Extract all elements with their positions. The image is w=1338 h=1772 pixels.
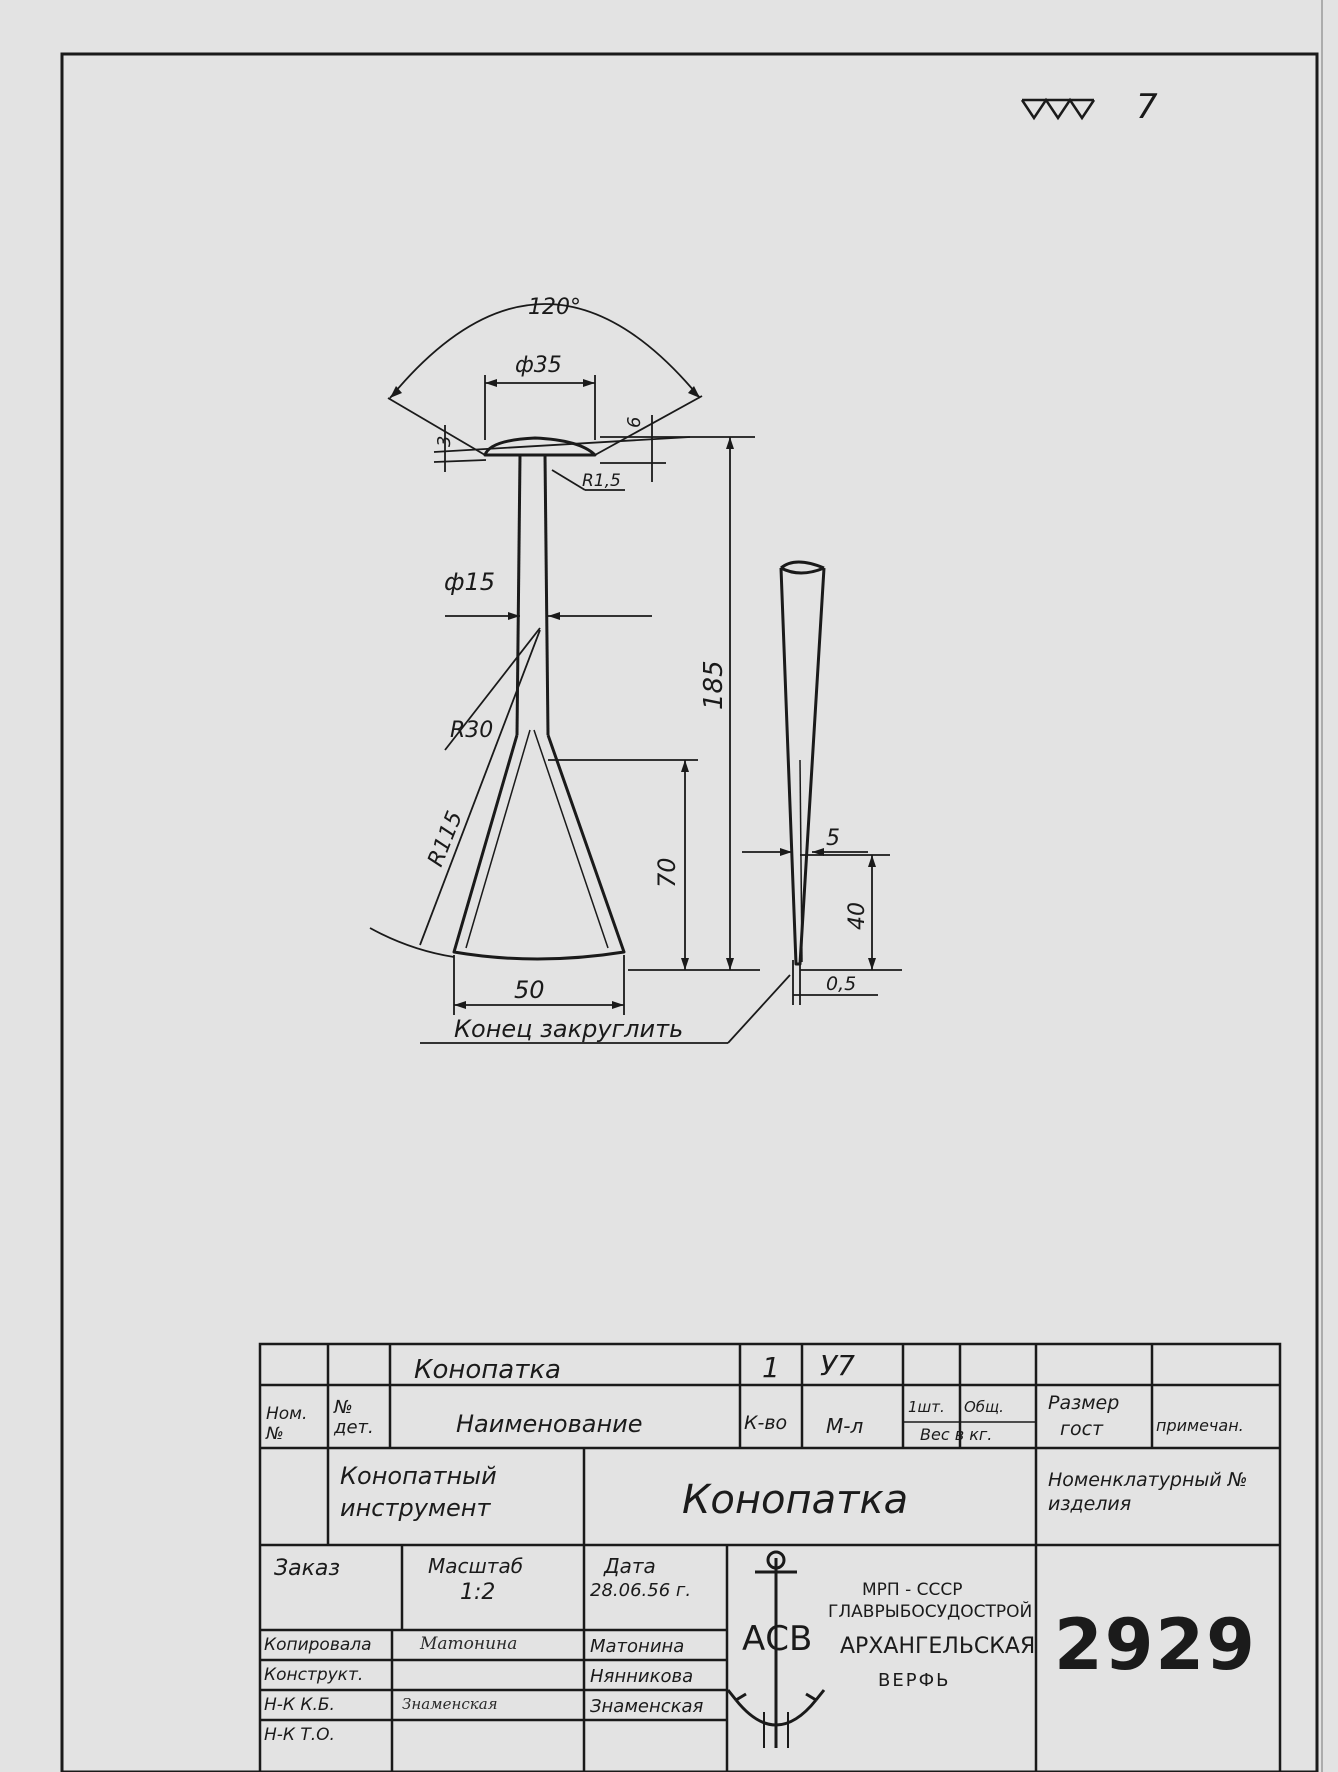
tool-group: Конопатный инструмент (340, 1462, 497, 1522)
dimension-lines (370, 304, 902, 1043)
header-nom: Ном. № (266, 1404, 308, 1444)
angle-dimension: 120° (528, 295, 581, 320)
name-designer: Нянникова (590, 1666, 694, 1687)
side-length-dimension: 40 (845, 902, 870, 930)
logo-letters: АСВ (742, 1619, 813, 1659)
head-height-dimension: 6 (624, 416, 645, 428)
part-material: У7 (820, 1349, 855, 1382)
part-name: Конопатка (414, 1355, 561, 1385)
caulking-iron-side-view (781, 562, 824, 964)
radius-small-dimension: R30 (450, 718, 494, 743)
header-material: М-л (826, 1414, 864, 1438)
header-weight-total: Общ. (964, 1398, 1004, 1416)
total-length-dimension: 185 (699, 660, 729, 710)
role-kb-head: Н-К К.Б. (264, 1695, 335, 1715)
radius-large-dimension: R115 (423, 807, 469, 871)
header-weight-one: 1шт. (908, 1398, 945, 1416)
org-city: АРХАНГЕЛЬСКАЯ (840, 1634, 1036, 1659)
org-shipyard: ВЕРФЬ (878, 1670, 951, 1691)
scale-value: 1:2 (460, 1580, 496, 1605)
blade-length-dimension: 70 (653, 857, 681, 888)
side-thickness-dimension: 5 (826, 826, 840, 851)
role-to-head: Н-К Т.О. (264, 1725, 335, 1745)
signature-kb-head: Знаменская (402, 1695, 498, 1713)
date-value: 28.06.56 г. (590, 1580, 692, 1601)
role-copied: Копировала (264, 1635, 372, 1655)
order-label: Заказ (274, 1556, 341, 1581)
name-copied: Матонина (590, 1636, 685, 1657)
rounding-note: Конец закруглить (454, 1015, 684, 1043)
edge-thickness-dimension: 0,5 (826, 973, 857, 995)
header-qty: К-во (744, 1412, 788, 1434)
date-label: Дата (604, 1554, 656, 1578)
blade-width-dimension: 50 (514, 976, 545, 1004)
signature-copied: Матонина (420, 1634, 518, 1654)
role-designer: Конструкт. (264, 1665, 364, 1685)
name-kb-head: Знаменская (590, 1696, 704, 1717)
surface-finish-class: 7 (1136, 87, 1158, 127)
header-gost: гост (1060, 1418, 1104, 1440)
header-det: № дет. (334, 1397, 374, 1438)
drawing-title: Конопатка (682, 1477, 909, 1523)
head-edge-dimension: 3 (434, 435, 455, 447)
shank-diameter-dimension: ф15 (444, 568, 496, 596)
sheet-number: 2929 (1054, 1604, 1257, 1686)
fillet-dimension: R1,5 (582, 471, 621, 491)
header-notes: примечан. (1156, 1416, 1244, 1435)
org-department: ГЛАВРЫБОСУДОСТРОЙ (828, 1602, 1033, 1622)
part-quantity: 1 (762, 1351, 780, 1384)
nomenclature-label: Номенклатурный № изделия (1048, 1469, 1248, 1515)
surface-finish-symbol (1022, 100, 1094, 118)
header-name: Наименование (456, 1410, 643, 1438)
header-weight-unit: Вес в кг. (920, 1425, 993, 1444)
scale-label: Масштаб (428, 1554, 524, 1578)
caulking-iron-front-view (454, 438, 624, 959)
head-diameter-dimension: ф35 (515, 353, 562, 378)
org-ministry: МРП - СССР (862, 1580, 963, 1600)
header-size: Размер (1048, 1392, 1120, 1414)
